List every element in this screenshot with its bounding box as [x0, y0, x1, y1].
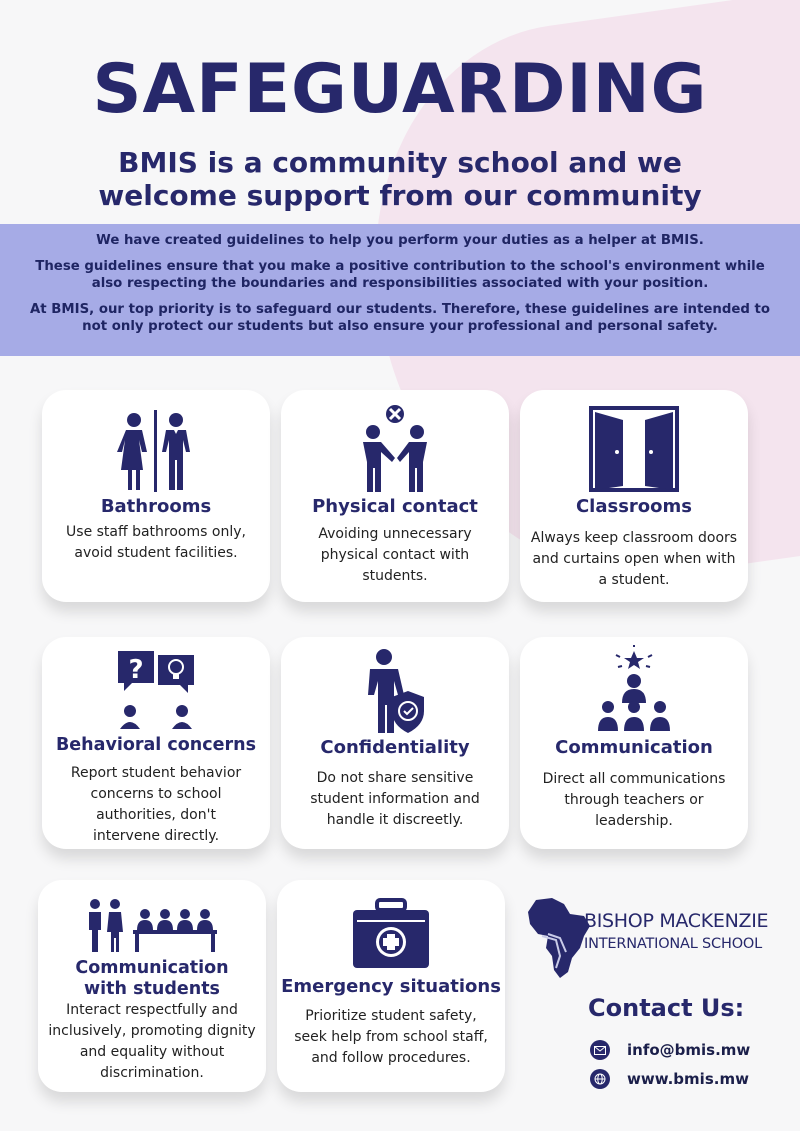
email-icon: [590, 1040, 610, 1060]
card-description: Direct all communications through teachers or leadership.: [542, 771, 726, 829]
card-communication: [520, 637, 748, 849]
contact-website-link[interactable]: www.bmis.mw: [627, 1070, 749, 1088]
handshake-no-icon: [281, 404, 509, 494]
card-description: Use staff bathrooms only, avoid student facilities.: [66, 524, 246, 561]
card-classrooms: [520, 390, 748, 602]
card-title: Emergency situations: [281, 976, 501, 997]
intro-paragraph-1: We have created guidelines to help you perform your duties as a helper at BMIS.: [96, 233, 704, 248]
card-physical-contact: [281, 390, 509, 602]
classroom-icon: [38, 898, 266, 952]
card-communication-with-students: [38, 880, 266, 1092]
card-title: Communication: [555, 737, 713, 758]
card-emergency-situations: [277, 880, 505, 1092]
restroom-icon: [42, 410, 270, 492]
card-title: Communication with students: [75, 958, 229, 999]
card-title: Physical contact: [312, 496, 478, 517]
card-behavioral-concerns: [42, 637, 270, 849]
team-star-icon: [520, 645, 748, 735]
card-bathrooms: [42, 390, 270, 602]
question-idea-icon: [42, 649, 270, 729]
logo-name-line1: BISHOP MACKENZIE: [584, 910, 769, 932]
card-title: Behavioral concerns: [55, 735, 257, 755]
person-shield-icon: [281, 647, 509, 735]
africa-map-icon: [522, 896, 592, 980]
card-description: Always keep classroom doors and curtains open when with a student.: [530, 530, 738, 588]
page-subtitle: BMIS is a community school and we welcome support from our community: [98, 146, 702, 212]
open-door-icon: [520, 406, 748, 492]
card-description: Avoiding unnecessary physical contact with students.: [318, 526, 472, 584]
school-logo: [522, 896, 782, 980]
globe-icon: [590, 1069, 610, 1089]
page-title: SAFEGUARDING: [92, 50, 708, 129]
contact-email-link[interactable]: info@bmis.mw: [627, 1041, 751, 1059]
card-description: Prioritize student safety, seek help from school staff, and follow procedures.: [294, 1008, 488, 1066]
card-description: Interact respectfully and inclusively, promoting dignity and equality without discrimination.: [48, 1002, 256, 1081]
card-description: Do not share sensitive student information and handle it discreetly.: [310, 770, 480, 828]
contact-heading: Contact Us:: [588, 994, 745, 1022]
card-title: Bathrooms: [100, 496, 212, 517]
card-title: Confidentiality: [320, 737, 470, 758]
card-title: Classrooms: [575, 496, 693, 517]
logo-name-line2: INTERNATIONAL SCHOOL: [584, 936, 762, 952]
contact-website-row[interactable]: [590, 1068, 749, 1090]
first-aid-kit-icon: [277, 898, 505, 970]
svg-text:?: ?: [128, 655, 144, 685]
intro-paragraph-3: At BMIS, our top priority is to safeguard our students. Therefore, these guidelines are intended to not only protect our students but also ensure your professional and personal safety.: [29, 302, 771, 334]
intro-paragraph-2: These guidelines ensure that you make a positive contribution to the school's environment while also respecting the boundaries and responsibilities associated with your position.: [35, 259, 765, 291]
card-confidentiality: [281, 637, 509, 849]
contact-email-row[interactable]: [590, 1039, 750, 1061]
intro-band: [0, 224, 800, 356]
card-description: Report student behavior concerns to school authorities, don't intervene directly.: [70, 765, 242, 844]
